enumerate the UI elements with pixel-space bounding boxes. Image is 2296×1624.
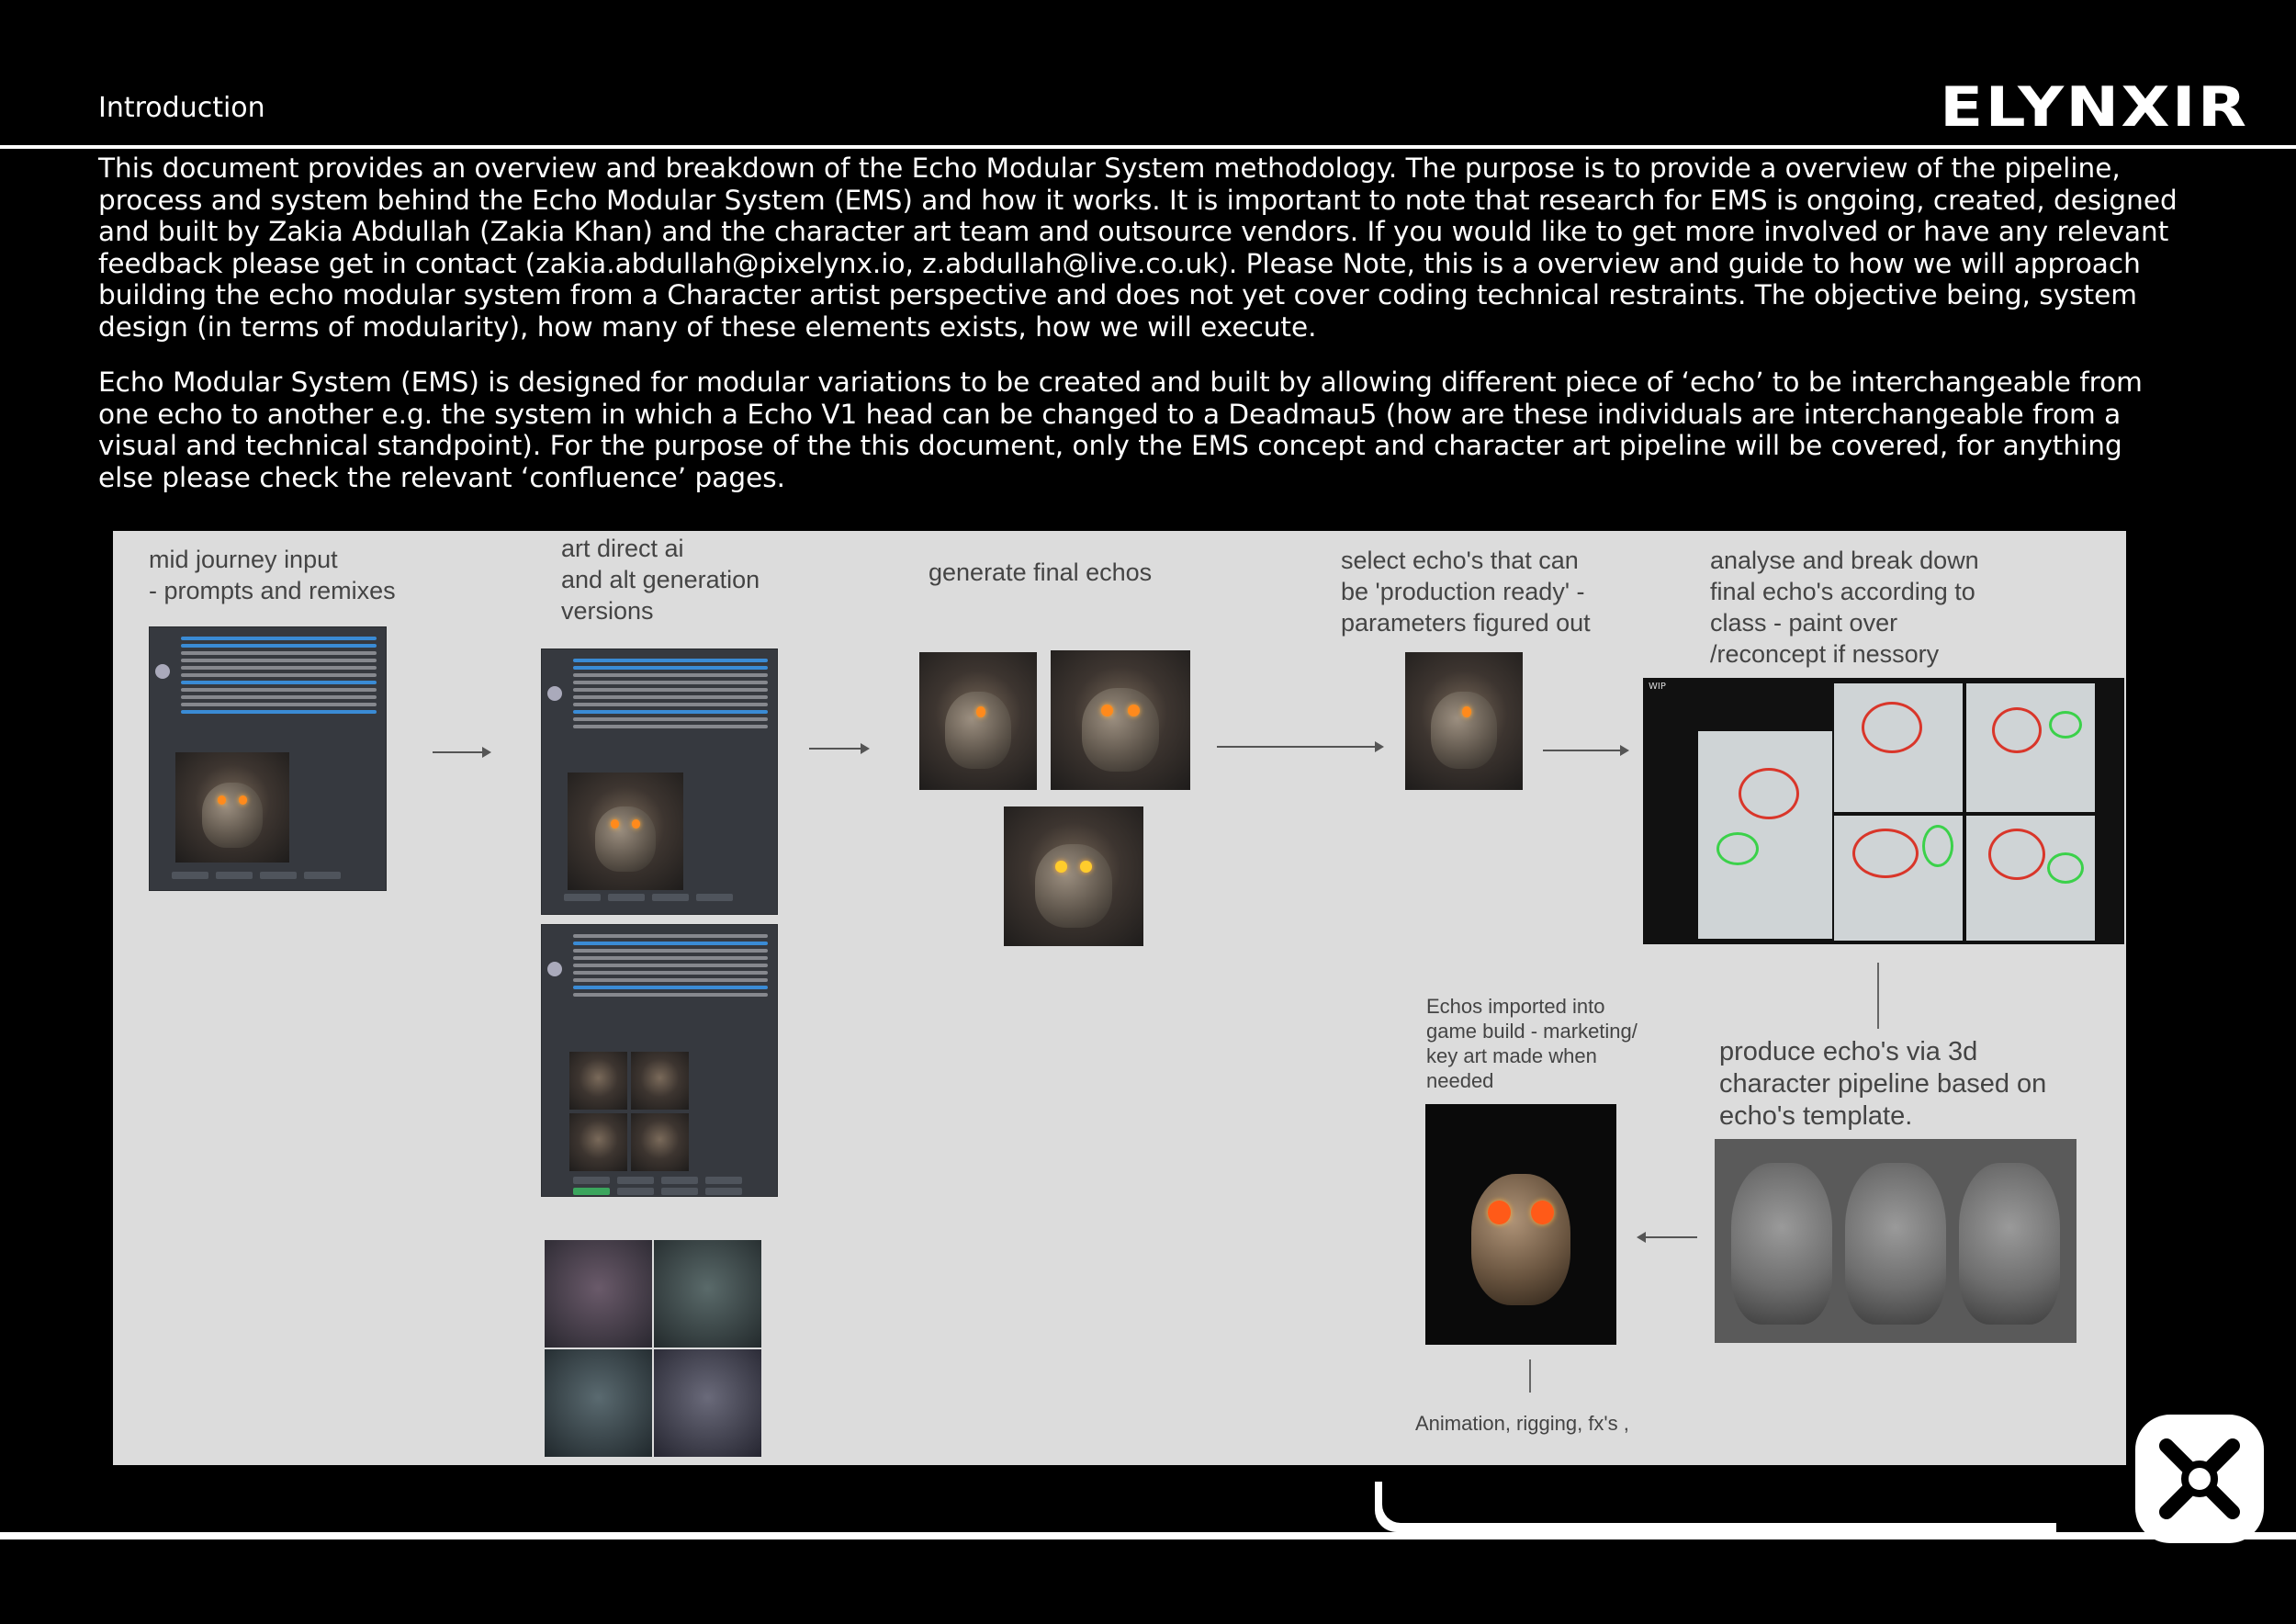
final-echo-3 — [1004, 806, 1143, 946]
footer-divider — [0, 1532, 2296, 1539]
discord-avatar — [547, 686, 562, 701]
step-3-label: generate final echos — [929, 558, 1153, 586]
step-2-label: art direct ai and alt generation versions — [561, 535, 760, 625]
3d-sculpt-renders — [1715, 1139, 2077, 1343]
wip-tag: WIP — [1649, 682, 1666, 692]
alt-generation-grid — [545, 1240, 761, 1457]
game-build-echo-render — [1425, 1104, 1616, 1345]
discord-avatar — [155, 664, 170, 679]
pipeline-board — [113, 531, 2126, 1465]
step-6-label: produce echo's via 3d character pipeline based on echo's template. — [1719, 1037, 2047, 1131]
final-echo-2 — [1051, 650, 1190, 790]
header-divider — [0, 145, 2296, 149]
art-direct-screenshot-2 — [541, 924, 778, 1197]
breakdown-panel-1 — [1834, 683, 1963, 812]
intro-paragraph-1: This document provides an overview and breakdown of the Echo Modular System methodology. The purpose is to provide a overview of the pipeline, process and system behind the Echo Modular System (EMS) and how it works. It is important to note that research for EMS is ongoing, created, designed and built by Zakia Abdullah (Zakia Khan) and the character art team and outsource vendors. If you would like to get more involved or have any relevant feedback please get in contact (zakia.abdullah@pixelynx.io, z.abdullah@live.co.uk). Please Note, this is a overview and guide to how we will approach building the echo modular system from a Character artist perspective and does not yet cover coding technical restraints. The objective being, system design (in terms of modularity), how many of these elements exists, how we will execute. — [98, 152, 2178, 343]
step-5-label: analyse and break down final echo's according to class - paint over /reconcept if nessory — [1710, 547, 1979, 668]
flow-connector-7 — [1529, 1359, 1531, 1393]
art-direct-screenshot-1 — [541, 648, 778, 915]
section-title: Introduction — [98, 92, 265, 124]
breakdown-paintover-sheet — [1643, 678, 2124, 944]
production-ready-echo — [1405, 652, 1523, 790]
variation-grid — [569, 1052, 689, 1171]
step-8-label: Animation, rigging, fx's , — [1415, 1412, 1629, 1435]
breakdown-panel-4 — [1966, 816, 2095, 941]
corner-badge-icon — [2135, 1415, 2264, 1543]
alt-render-image — [568, 773, 683, 890]
step-1-label: mid journey input - prompts and remixes — [149, 546, 396, 604]
breakdown-panel-2 — [1966, 683, 2095, 812]
flow-arrow-3 — [1217, 746, 1382, 748]
breakdown-panel-front — [1698, 731, 1832, 939]
step-4-label: select echo's that can be 'production ready' - parameters figured out — [1341, 547, 1591, 637]
flow-arrow-6 — [1644, 1236, 1697, 1238]
midjourney-prompt-screenshot — [149, 626, 387, 891]
final-echo-1 — [919, 652, 1037, 790]
flow-arrow-2 — [809, 748, 868, 750]
breakdown-panel-3 — [1834, 816, 1963, 941]
elynxir-logo: ELYNXIR — [1939, 75, 2248, 140]
flow-arrow-4 — [1543, 750, 1627, 751]
discord-avatar — [547, 962, 562, 976]
step-7-label: Echos imported into game build - marketing/ key art made when needed — [1426, 995, 1638, 1092]
flow-connector-5 — [1877, 963, 1879, 1029]
prompt-render-image — [175, 752, 289, 863]
intro-paragraph-2: Echo Modular System (EMS) is designed for modular variations to be created and built by allowing different piece of ‘echo’ to be interchangeable from one echo to another e.g. the system in which a Echo V1 head can be changed to a Deadmau5 (how are these individuals are interchangeable from a visual and technical standpoint). For the purpose of the this document, only the EMS concept and character art pipeline will be covered, for anything else please check the relevant ‘confluence’ pages. — [98, 367, 2143, 493]
footer-tab-inner — [1382, 1479, 2057, 1523]
flow-arrow-1 — [433, 751, 490, 753]
